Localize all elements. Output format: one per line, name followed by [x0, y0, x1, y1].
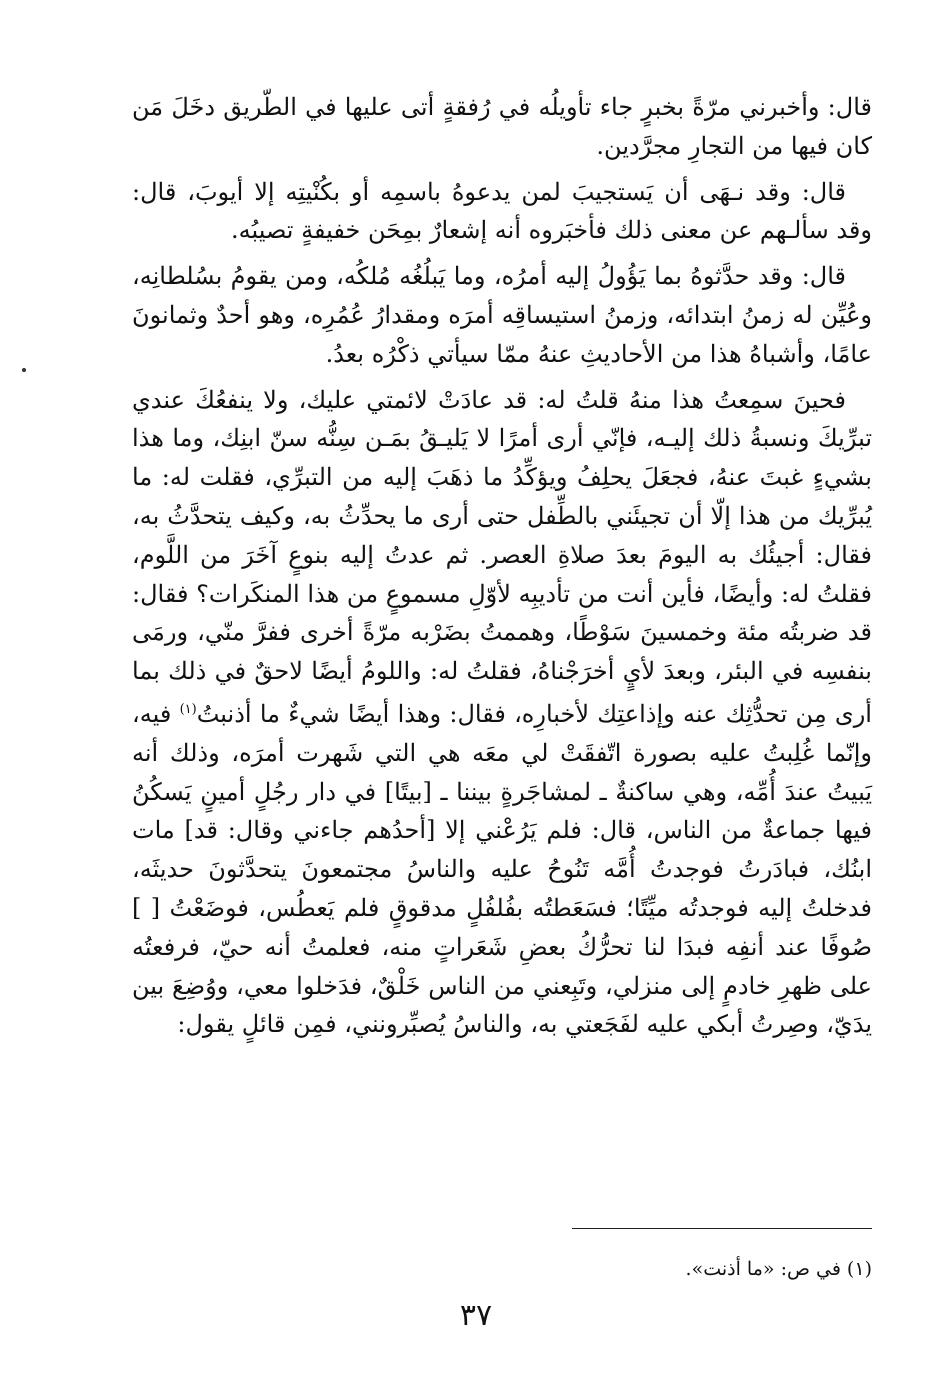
- main-text: [132, 88, 872, 1051]
- footnote: (١) في ص: «ما أذنت».: [685, 1258, 872, 1280]
- page-number: ٣٧: [459, 1298, 493, 1333]
- paragraph-4-text-b: فيه، وإنّما غُلِبتُ عليه بصورة اتّفقَتْ لي معَه هي التي شَهرت أمرَه، وذلك أنه يَبيتُ عندَ أُمِّه، وهي ساكنةٌ ـ لمشاجَرةٍ بيننا ـ [بيتًا] في دار رجُلٍ أمينٍ يَسكُنُ فيها جماعةٌ من الناس، قال: فلم يَرُعْني إلا [أحدُهم جاءني وقال: قد] مات ابنُك، فبادَرتُ فوجدتُ أُمَّه تَنُوحُ عليه والناسُ مجتمعونَ يتحدَّثونَ حديثَه، فدخلتُ إليه فوجدتُه ميِّتًا؛ فسَعَطتُه بفُلفُلٍ مدقوقٍ فلم يَعطُس، فوضَعْتُ [ ] صُوفًا عند أنفِه فبدَا لنا تحرُّكُ بعضِ شَعَراتٍ منه، فعلمتُ أنه حيّ، فرفعتُه على ظهرِ خادمٍ إلى منزلي، وتَبِعني من الناس خَلْقٌ، فدَخلوا معي، ووُضِعَ بين يدَيّ، وصِرتُ أبكي عليه لفَجَعتي به، والناسُ يُصبِّرونني، فمِن قائلٍ يقول:: [132, 699, 872, 1039]
- paragraph-4-text-a: فحينَ سمِعتُ هذا منهُ قلتُ له: قد عادَتْ لائمتي عليك، ولا ينفعُكَ عندي تبرِّيكَ ونسبةُ ذلك إليـه، فإنّي أرى أمرًا لا يَليـقُ بمَـن سِنُّه سنّ ابنِك، وما هذا بشيءٍ غبتَ عنهُ، فجعَلَ يحلِفُ ويؤكِّدُ ما ذهَبَ إليه من التبرِّي، فقلت له: ما يُبرِّيك من هذا إلّا أن تجيئَني بالطِّفل حتى أرى ما يحدِّثُ به، وكيف يتحدَّثُ به، فقال: أجيئُك به اليومَ بعدَ صلاةِ العصر. ثم عدتُ إليه بنوعٍ آخَرَ من اللَّوم، فقلتُ له: وأيضًا، فأين أنت من تأديبِه لأوّلِ مسموعٍ من هذا المنكَرات؟ فقال: قد ضربتُه مئة وخمسينَ سَوْطًا، وهممتُ بضَرْبه مرّةً أخرى ففرَّ منّي، ورمَى بنفسِه في البئر، وبعدَ لأيٍ أخرَجْناهُ، فقلتُ له: واللومُ أيضًا لاحقٌ في ذلك بما أرى مِن تحدُّثِك عنه وإذاعتِك لأخبارِه، فقال: وهذا أيضًا شيءٌ ما أذنبتُ: [132, 385, 872, 728]
- margin-dot: [22, 368, 26, 372]
- paragraph-3: قال: وقد حدَّثوهُ بما يَؤُولُ إليه أمرُه، وما يَبلُغُه مُلكُه، ومن يقومُ بسُلطانِه، وعُيِّن له زمنُ ابتدائه، وزمنُ استيساقِه أمرَه ومقدارُ عُمُرِه، وهو أحدٌ وثمانونَ عامًا، وأشباهُ هذا من الأحاديثِ عنهُ ممّا سيأتي ذكْرُه بعدُ.: [132, 262, 872, 368]
- paragraph-4: [132, 381, 872, 1045]
- paragraph-1: قال: وأخبرني مرّةً بخبرٍ جاء تأويلُه في رُفقةٍ أتى عليها في الطّريق دخَلَ مَن كان فيها من التجارِ مجرَّدين.: [132, 93, 872, 160]
- footnote-separator: [572, 1228, 872, 1229]
- paragraph-2: قال: وقد نـهَى أن يَستجيبَ لمن يدعوهُ باسمِه أو بكُنْيتِه إلا أيوبَ، قال: وقد سألـهم عن معنى ذلك فأخبَروه أنه إشعارٌ بمِحَن خفيفةٍ تصيبُه.: [132, 177, 872, 245]
- footnote-reference: (١): [179, 701, 197, 717]
